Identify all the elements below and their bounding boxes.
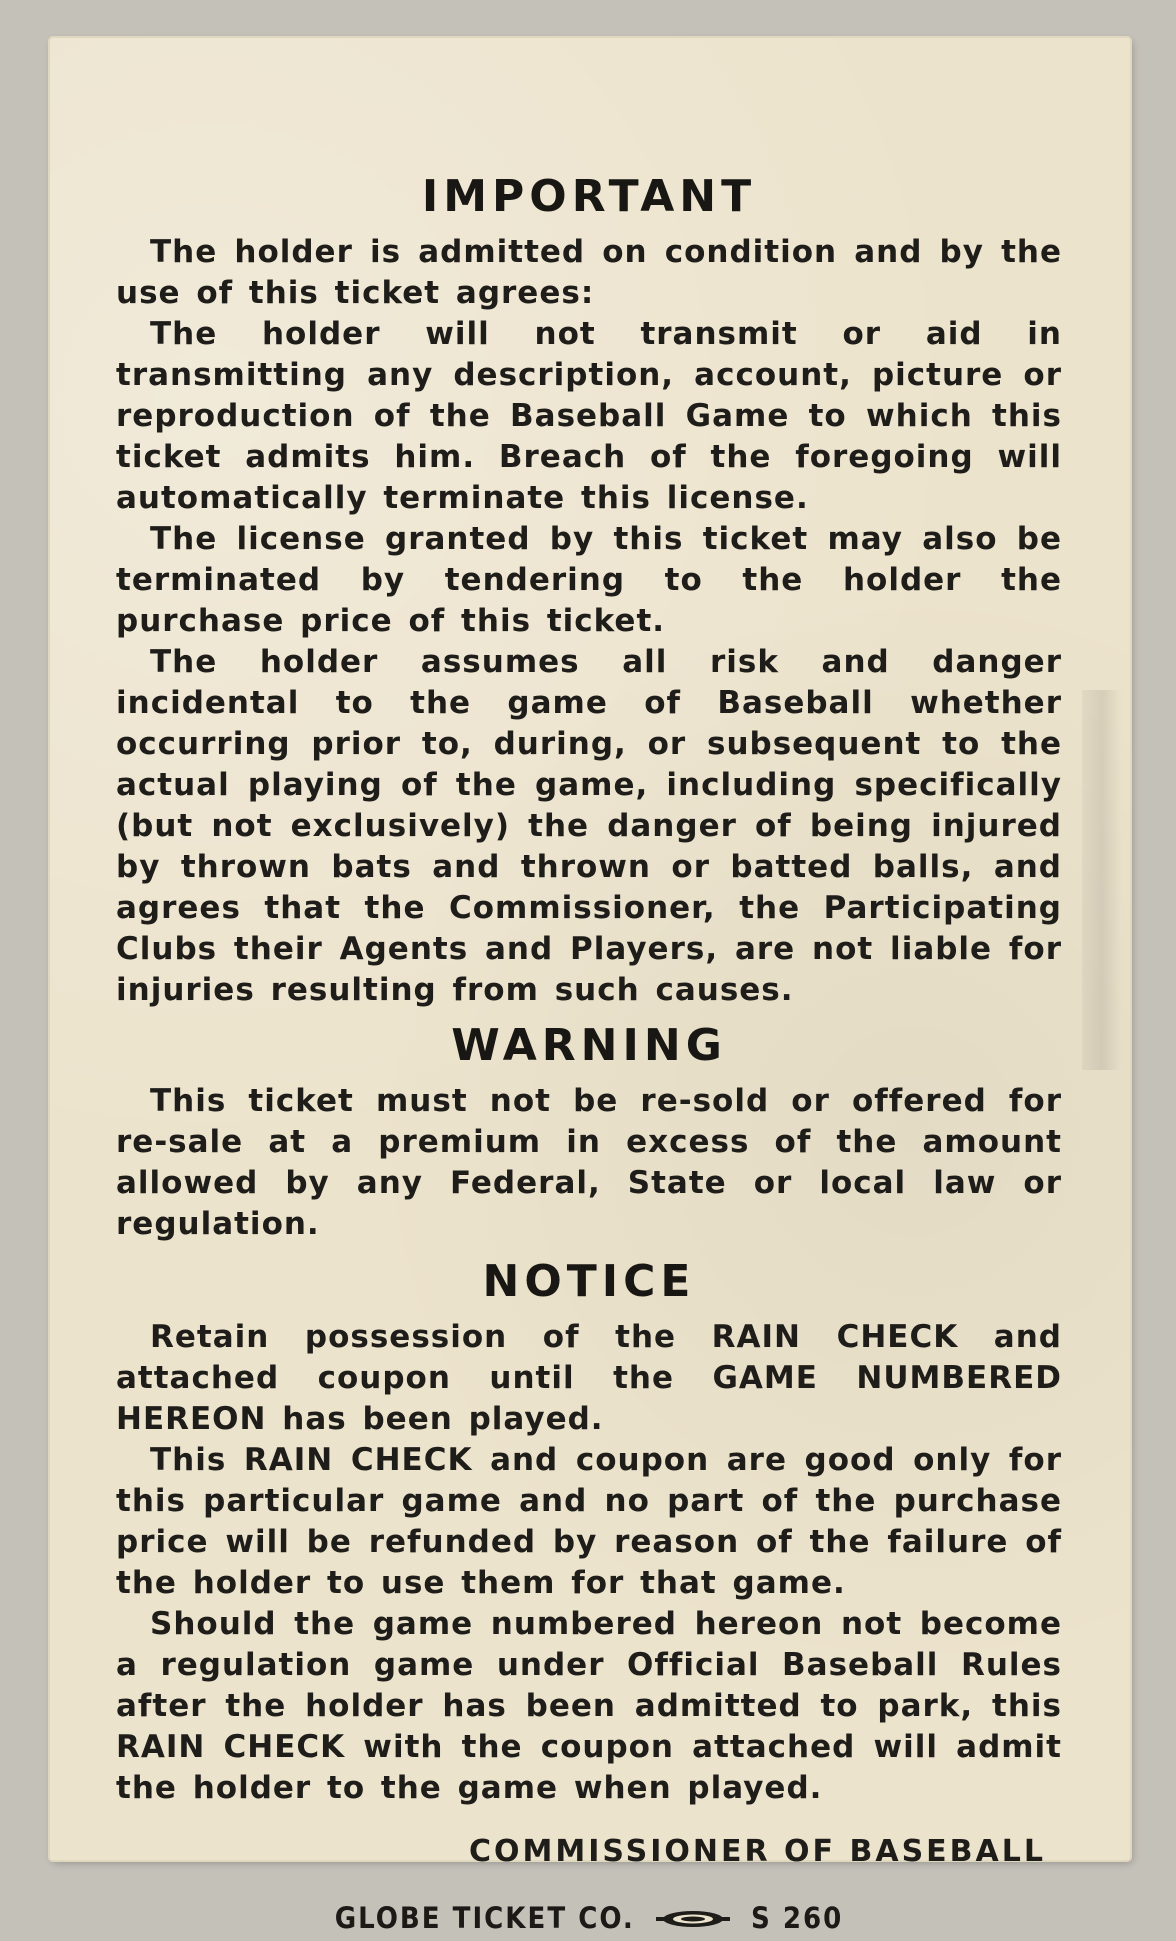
important-paragraph: The holder will not transmit or aid in transmitting any description, account, picture or reproduction of the Baseball Game to which this ticket admits him. Breach of the foregoing will automatically terminate this license. xyxy=(116,316,1062,516)
printer-name: GLOBE TICKET CO. xyxy=(334,1901,635,1935)
notice-paragraph: Retain possession of the RAIN CHECK and attached coupon until the GAME NUMBERED HEREON has been played. xyxy=(116,1319,1062,1437)
section-important xyxy=(116,170,1062,1011)
printer-imprint xyxy=(116,1898,1062,1941)
heading-warning: WARNING xyxy=(451,1020,727,1071)
notice-paragraph: This RAIN CHECK and coupon are good only for this particular game and no part of the purchase price will be refunded by reason of the failure of the holder to use them for that game. xyxy=(116,1442,1062,1601)
important-paragraph: The holder assumes all risk and danger incidental to the game of Baseball whether occurring prior to, during, or subsequent to the actual playing of the game, including specifically (but not exclusively) the danger of being injured by thrown bats and thrown or batted balls, and agrees that the Commissioner, the Participating Clubs their Agents and Players, are not liable for injuries resulting from such causes. xyxy=(116,644,1062,1008)
ticket-text xyxy=(116,170,1062,1941)
warning-paragraph: This ticket must not be re-sold or offered for re-sale at a premium in excess of the amount allowed by any Federal, State or local law or regulation. xyxy=(116,1083,1062,1242)
heading-notice: NOTICE xyxy=(482,1256,696,1307)
section-notice xyxy=(116,1255,1062,1809)
paper-crease xyxy=(1082,690,1122,1070)
heading-important: IMPORTANT xyxy=(421,171,757,222)
important-paragraph: The holder is admitted on condition and by the use of this ticket agrees: xyxy=(116,234,1062,311)
globe-ticket-logo-icon xyxy=(654,1900,732,1941)
section-warning xyxy=(116,1019,1062,1245)
printer-code: S 260 xyxy=(750,1901,844,1935)
commissioner-signature: COMMISSIONER OF BASEBALL xyxy=(468,1834,1046,1869)
notice-paragraph: Should the game numbered hereon not become a regulation game under Official Baseball Rules after the holder has been admitted to park, this RAIN CHECK with the coupon attached will admit the holder to the game when played. xyxy=(116,1606,1062,1806)
important-paragraph: The license granted by this ticket may also be terminated by tendering to the holder the purchase price of this ticket. xyxy=(116,521,1062,639)
